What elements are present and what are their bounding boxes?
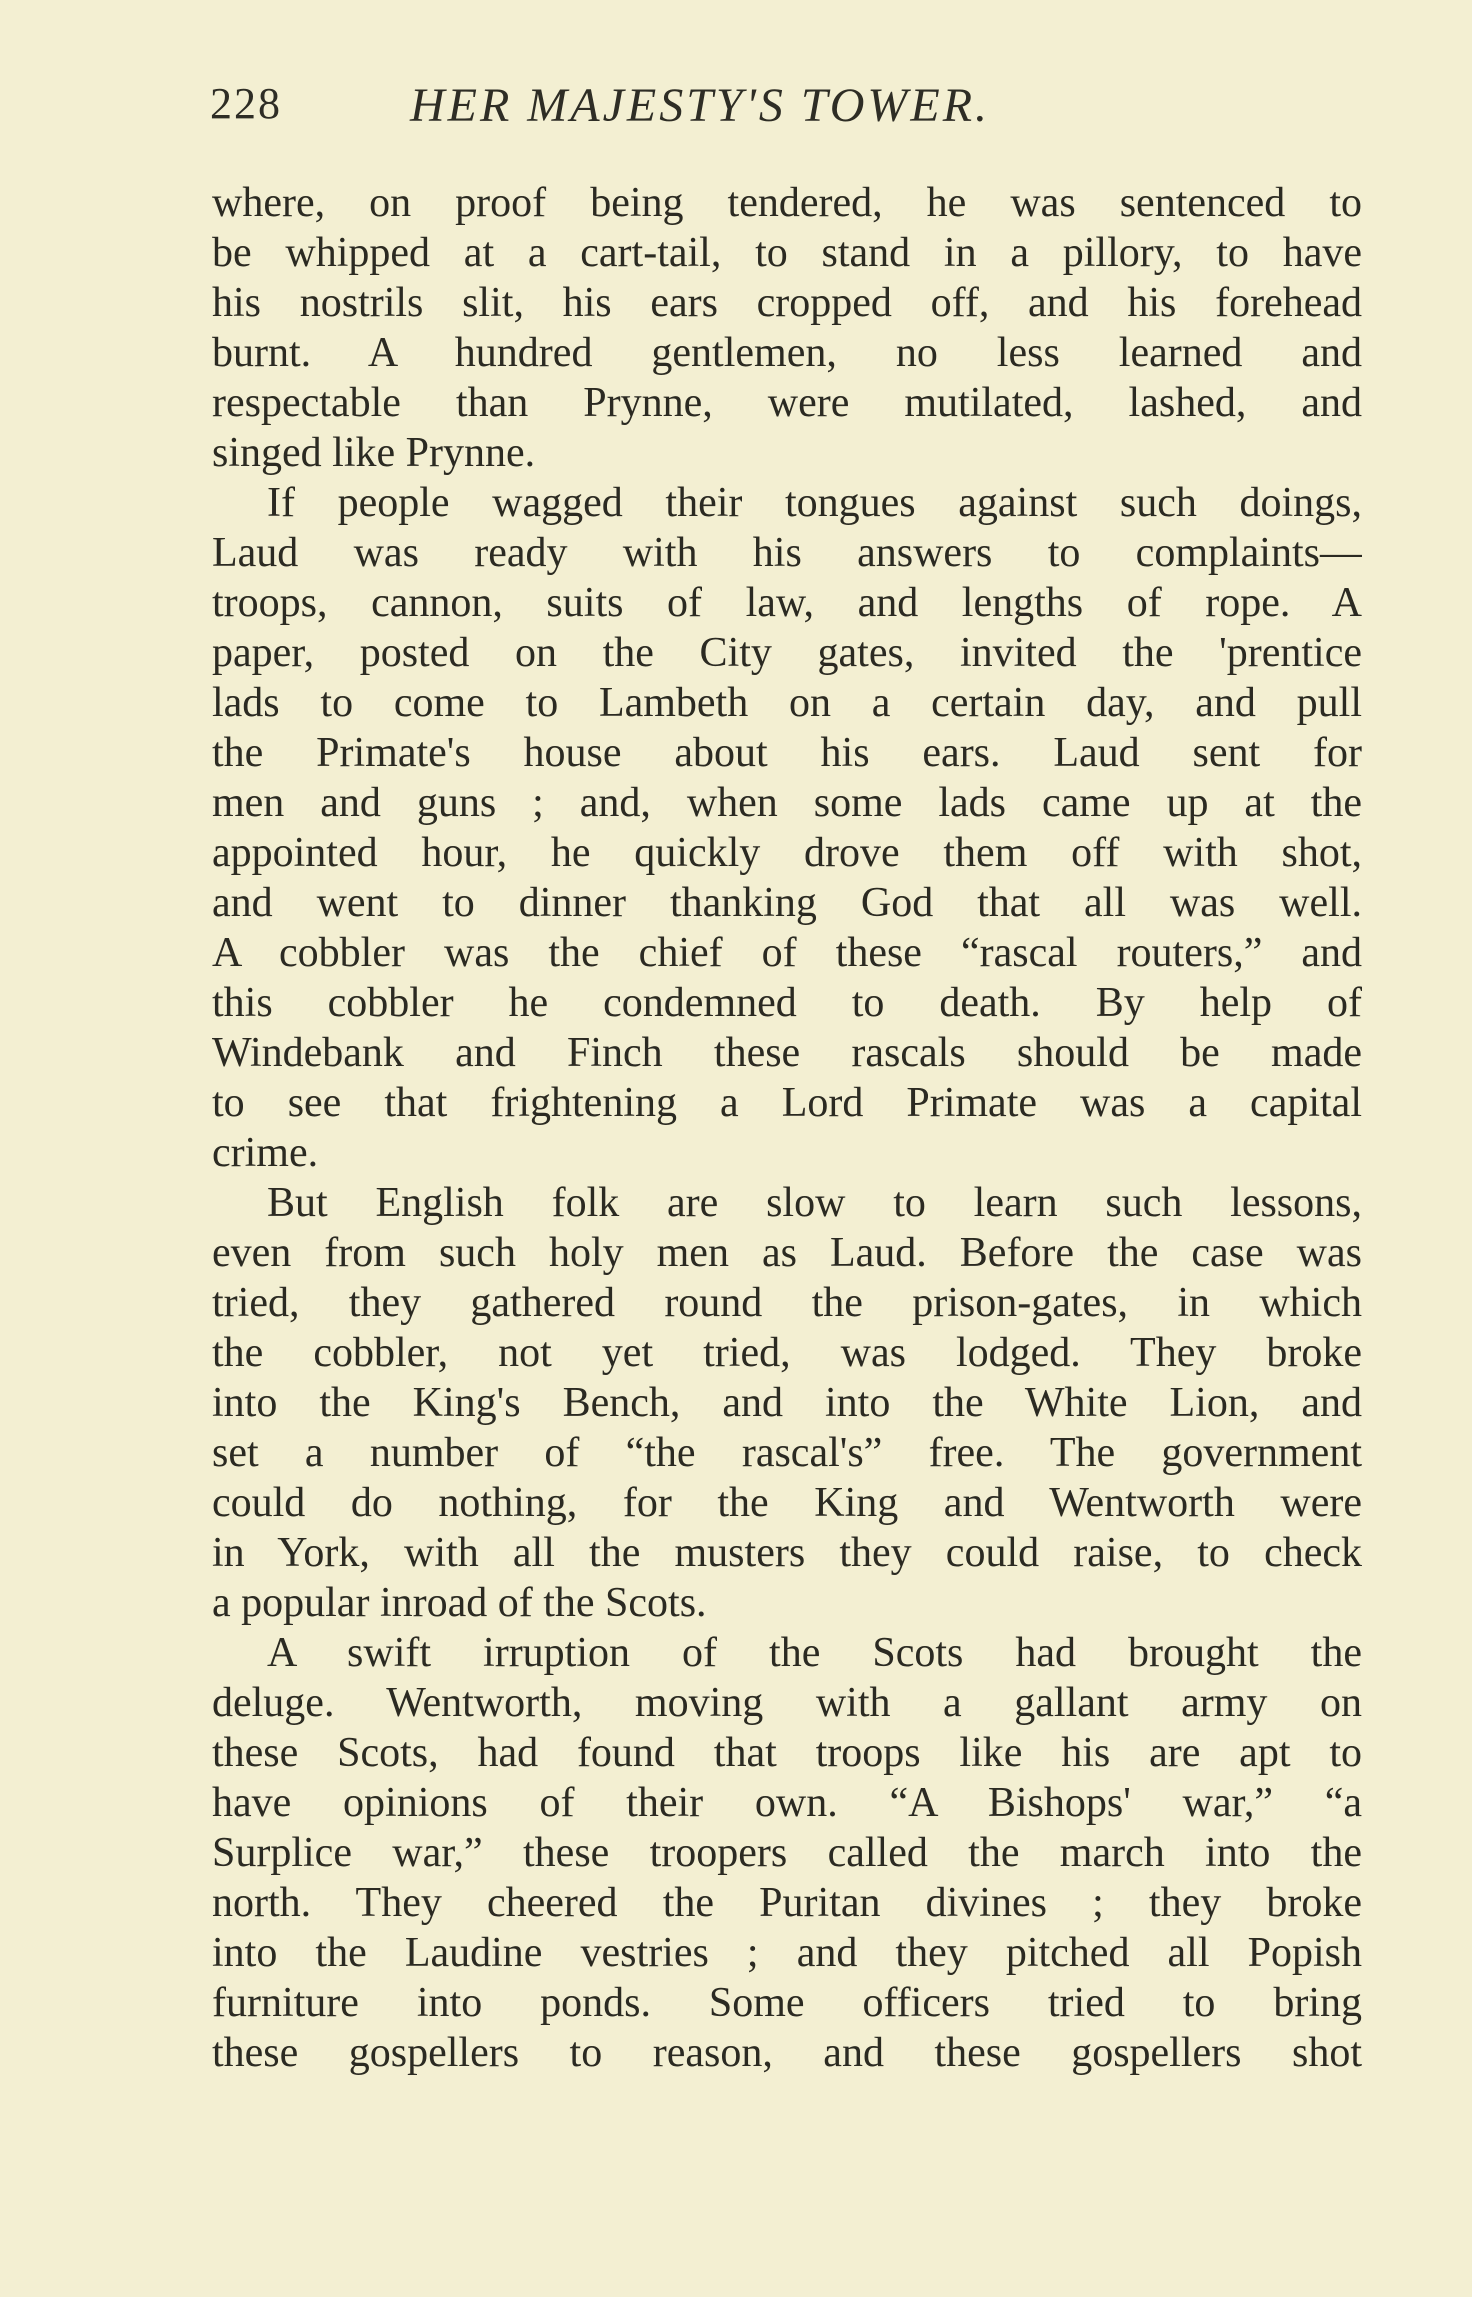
- text-line: even from such holy men as Laud. Before the case was: [212, 1230, 1362, 1276]
- text-line: have opinions of their own. “A Bishops' war,” “a: [212, 1780, 1362, 1826]
- text-line: into the King's Bench, and into the White Lion, and: [212, 1380, 1362, 1426]
- text-line: into the Laudine vestries ; and they pitched all Popish: [212, 1930, 1362, 1976]
- text-line: singed like Prynne.: [212, 430, 536, 476]
- text-line: lads to come to Lambeth on a certain day, and pull: [212, 680, 1362, 726]
- page-header: [210, 78, 1360, 138]
- text-line: north. They cheered the Puritan divines ; they broke: [212, 1880, 1362, 1926]
- text-line: be whipped at a cart-tail, to stand in a pillory, to have: [212, 230, 1362, 276]
- text-line: in York, with all the musters they could raise, to check: [212, 1530, 1362, 1576]
- text-line: tried, they gathered round the prison-gates, in which: [212, 1280, 1362, 1326]
- text-line: troops, cannon, suits of law, and lengths of rope. A: [212, 580, 1362, 626]
- text-line: to see that frightening a Lord Primate was a capital: [212, 1080, 1362, 1126]
- text-line: Laud was ready with his answers to complaints—: [212, 530, 1362, 576]
- text-line: deluge. Wentworth, moving with a gallant army on: [212, 1680, 1362, 1726]
- text-line: this cobbler he condemned to death. By help of: [212, 980, 1362, 1026]
- text-line: A cobbler was the chief of these “rascal routers,” and: [212, 930, 1362, 976]
- text-line: could do nothing, for the King and Wentworth were: [212, 1480, 1362, 1526]
- text-line: the Primate's house about his ears. Laud sent for: [212, 730, 1362, 776]
- text-line: these Scots, had found that troops like his are apt to: [212, 1730, 1362, 1776]
- text-line: appointed hour, he quickly drove them off with shot,: [212, 830, 1362, 876]
- text-line: where, on proof being tendered, he was sentenced to: [212, 180, 1362, 226]
- text-line: set a number of “the rascal's” free. The government: [212, 1430, 1362, 1476]
- page-number: 228: [210, 79, 282, 128]
- text-line: Surplice war,” these troopers called the march into the: [212, 1830, 1362, 1876]
- text-line: respectable than Prynne, were mutilated, lashed, and: [212, 380, 1362, 426]
- text-line: But English folk are slow to learn such lessons,: [267, 1180, 1362, 1226]
- text-line: a popular inroad of the Scots.: [212, 1580, 707, 1626]
- text-line: men and guns ; and, when some lads came up at the: [212, 780, 1362, 826]
- running-head: HER MAJESTY'S TOWER.: [410, 79, 991, 132]
- text-line: If people wagged their tongues against such doings,: [267, 480, 1362, 526]
- text-line: burnt. A hundred gentlemen, no less learned and: [212, 330, 1362, 376]
- text-line: furniture into ponds. Some officers tried to bring: [212, 1980, 1362, 2026]
- text-line: and went to dinner thanking God that all was well.: [212, 880, 1362, 926]
- text-line: Windebank and Finch these rascals should be made: [212, 1030, 1362, 1076]
- text-line: his nostrils slit, his ears cropped off, and his forehead: [212, 280, 1362, 326]
- text-line: crime.: [212, 1130, 319, 1176]
- text-line: paper, posted on the City gates, invited the 'prentice: [212, 630, 1362, 676]
- body-text: [212, 178, 1362, 2078]
- text-line: these gospellers to reason, and these gospellers shot: [212, 2030, 1362, 2076]
- text-line: the cobbler, not yet tried, was lodged. They broke: [212, 1330, 1362, 1376]
- text-line: A swift irruption of the Scots had brought the: [267, 1630, 1362, 1676]
